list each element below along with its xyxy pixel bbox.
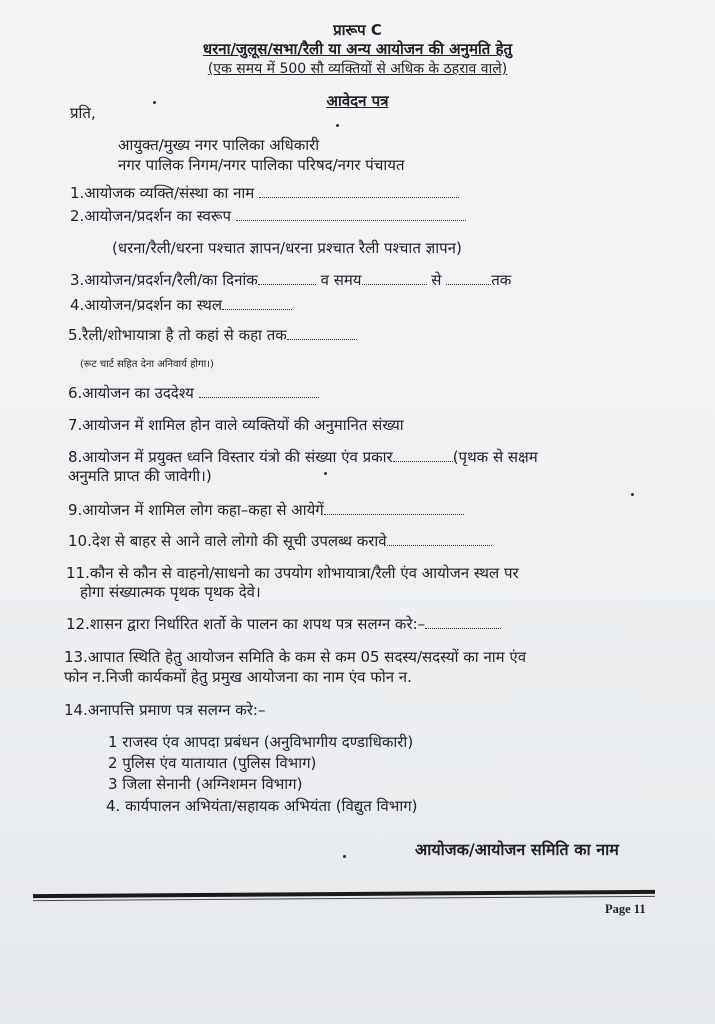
field-6-label: 6.आयोजन का उददेश्य [68,383,319,403]
field-4-blank[interactable] [222,299,292,310]
field-8-label: 8.आयोजन में प्रयुक्त ध्वनि विस्तार यंत्रो की संख्या एंव प्रकार (पृथक से सक्षम [68,448,538,466]
field-12-label: 12.शासन द्वारा निर्धारित शर्तो के पालन का शपथ पत्र सलग्न करे:– [66,614,501,634]
noc-item: 4. कार्यपालन अभियंता/सहायक अभियंता (विद्युत विभाग) [106,797,418,815]
ink-speck [343,855,346,858]
field-3-time-from-blank[interactable] [362,274,427,285]
field-13-continued: फोन न.निजी कार्यकमों हेतु प्रमुख आयोजना का नाम एंव फोन न. [64,668,412,686]
field-2-label: 2.आयोजन/प्रदर्शन का स्वरूप [70,206,466,226]
field-5-blank[interactable] [287,329,357,340]
field-1-label: 1.आयोजक व्यक्ति/संस्था का नाम [70,183,459,203]
field-3-time-to-blank[interactable] [446,274,491,285]
field-5-label: 5.रैली/शोभायात्रा है तो कहां से कहा तक [68,325,357,345]
field-9-label: 9.आयोजन में शामिल लोग कहा–कहा से आयेगें [68,500,464,520]
field-1-blank[interactable] [259,187,459,198]
field-2-options: (धरना/रैली/धरना पश्चात ज्ञापन/धरना प्रश्चात रैली पश्चात ज्ञापन) [112,239,462,257]
field-10-blank[interactable] [387,535,492,546]
noc-item: 2 पुलिस एंव यातायात (पुलिस विभाग) [108,754,317,772]
form-title: धरना/जुलूस/सभा/रैली या अन्य आयोजन की अनुमति हेतु [202,40,513,58]
field-14-label: 14.अनापत्ति प्रमाण पत्र सलग्न करे:– [64,701,266,719]
field-7-label: 7.आयोजन में शामिल होन वाले व्यक्तियों की अनुमानित संख्या [68,416,404,434]
signature-label: आयोजक/आयोजन समिति का नाम [415,840,619,859]
form-label: प्रारूप C [333,21,382,39]
field-4-label: 4.आयोजन/प्रदर्शन का स्थल [70,295,292,315]
ink-speck [631,493,634,496]
field-2-blank[interactable] [236,210,466,221]
field-11-label: 11.कौन से कौन से वाहनो/साधनो का उपयोग शोभायात्रा/रैली एंव आयोजन स्थल पर [66,564,519,582]
form-subtitle: (एक समय में 500 सौ व्यक्तियों से अधिक के ठहराव वाले) [207,61,508,77]
field-8-continued: अनुमति प्राप्त की जावेगी।) [68,467,212,485]
field-13-label: 13.आपात स्थिति हेतु आयोजन समिति के कम से कम 05 सदस्य/सदस्यों का नाम एंव [64,648,527,666]
field-10-label: 10.देश से बाहर से आने वाले लोगो की सूची उपलब्ध करावे [68,531,492,551]
noc-item: 1 राजस्व एंव आपदा प्रबंधन (अनुविभागीय दण्डाधिकारी) [108,733,414,751]
ink-speck [336,124,339,127]
noc-item: 3 जिला सेनानी (अग्निशमन विभाग) [108,775,303,793]
field-3-label: 3.आयोजन/प्रदर्शन/रैली/का दिनांक व समय से तक [70,271,512,289]
prati-label: प्रति, [70,104,96,122]
application-heading: आवेदन पत्र [326,92,389,110]
field-11-continued: होगा संख्यात्मक पृथक पृथक देवे। [80,583,261,601]
addressee-line-2: नगर पालिक निगम/नगर पालिका परिषद/नगर पंचायत [118,156,405,174]
ink-speck [324,472,327,475]
field-3-date-blank[interactable] [258,274,316,285]
field-5-note: (रूट चार्ट सहित देना अनिवार्य होगा।) [80,359,214,370]
page-number: Page 11 [605,902,646,916]
field-6-blank[interactable] [199,387,319,398]
field-9-blank[interactable] [324,504,464,515]
addressee-line-1: आयुक्त/मुख्य नगर पालिका अधिकारी [118,136,320,154]
ink-speck [153,101,156,104]
field-12-blank[interactable] [425,618,501,629]
field-8-blank[interactable] [393,451,453,462]
